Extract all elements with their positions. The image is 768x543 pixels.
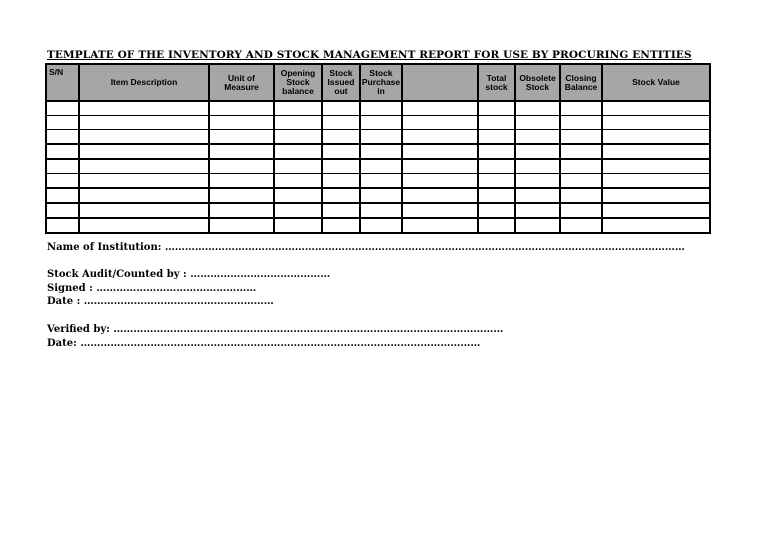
table-cell[interactable] [560,130,602,145]
table-cell[interactable] [602,188,710,203]
inventory-table [45,63,711,234]
table-cell[interactable] [478,101,515,116]
table-cell[interactable] [46,218,79,233]
table-cell[interactable] [46,101,79,116]
table-cell[interactable] [360,130,402,145]
table-cell[interactable] [274,218,322,233]
table-cell[interactable] [402,116,478,130]
col-header-opening-stock: Opening Stock balance [274,64,322,101]
table-cell[interactable] [322,116,360,130]
table-row [46,130,710,145]
col-header-sn: S/N [46,64,79,101]
table-cell[interactable] [515,203,560,218]
col-header-blank [402,64,478,101]
table-cell[interactable] [209,159,274,174]
table-cell[interactable] [209,144,274,159]
table-cell[interactable] [274,144,322,159]
table-cell[interactable] [560,101,602,116]
table-cell[interactable] [360,218,402,233]
table-cell[interactable] [402,218,478,233]
table-cell[interactable] [402,159,478,174]
table-cell[interactable] [46,144,79,159]
table-row [46,203,710,218]
table-row [46,188,710,203]
verified-label: Verified by: [47,324,110,335]
table-cell[interactable] [274,101,322,116]
table-cell[interactable] [322,188,360,203]
table-cell[interactable] [79,159,209,174]
col-header-obsolete-stock: Obsolete Stock [515,64,560,101]
table-cell[interactable] [402,203,478,218]
table-cell[interactable] [602,218,710,233]
table-cell[interactable] [478,130,515,145]
table-cell[interactable] [478,188,515,203]
verified-field [47,324,503,335]
table-cell[interactable] [46,203,79,218]
audit-label: Stock Audit/Counted by : [47,269,187,280]
table-row [46,218,710,233]
table-cell[interactable] [560,144,602,159]
table-cell[interactable] [322,174,360,189]
table-cell[interactable] [360,116,402,130]
table-row [46,159,710,174]
table-cell[interactable] [560,203,602,218]
table-cell[interactable] [515,174,560,189]
table-cell[interactable] [274,188,322,203]
table-cell[interactable] [402,101,478,116]
table-cell[interactable] [602,203,710,218]
table-cell[interactable] [322,130,360,145]
table-cell[interactable] [478,144,515,159]
date-field [47,296,274,307]
table-cell[interactable] [209,188,274,203]
verified-date-field [47,338,480,349]
table-row [46,101,710,116]
col-header-stock-value: Stock Value [602,64,710,101]
table-cell[interactable] [79,218,209,233]
col-header-stock-purchase: Stock Purchase in [360,64,402,101]
table-cell[interactable] [478,116,515,130]
table-cell[interactable] [79,188,209,203]
institution-blank: ………………………………………………………………………………………………………………………………………… [164,242,685,253]
table-cell[interactable] [79,116,209,130]
table-cell[interactable] [478,203,515,218]
table-cell[interactable] [209,203,274,218]
table-cell[interactable] [360,144,402,159]
table-cell[interactable] [79,144,209,159]
col-header-total-stock: Total stock [478,64,515,101]
audit-field [47,269,330,280]
table-cell[interactable] [515,144,560,159]
table-cell[interactable] [560,159,602,174]
table-cell[interactable] [478,218,515,233]
table-cell[interactable] [602,101,710,116]
table-cell[interactable] [79,101,209,116]
table-cell[interactable] [322,144,360,159]
institution-field [47,242,685,253]
table-cell[interactable] [46,130,79,145]
table-cell[interactable] [602,174,710,189]
col-header-item-description: Item Description [79,64,209,101]
table-cell[interactable] [274,116,322,130]
date-blank: ………………………………………………… [83,296,274,307]
col-header-unit-of-measure: Unit of Measure [209,64,274,101]
col-header-stock-issued: Stock Issued out [322,64,360,101]
audit-blank: …………………………………… [190,269,331,280]
table-row [46,144,710,159]
table-cell[interactable] [602,144,710,159]
col-header-closing-balance: Closing Balance [560,64,602,101]
table-cell[interactable] [209,101,274,116]
table-cell[interactable] [560,188,602,203]
table-cell[interactable] [274,174,322,189]
table-cell[interactable] [515,101,560,116]
table-cell[interactable] [515,130,560,145]
table-cell[interactable] [360,101,402,116]
table-cell[interactable] [402,144,478,159]
table-cell[interactable] [322,159,360,174]
table-cell[interactable] [274,130,322,145]
signed-label: Signed : [47,283,93,294]
table-cell[interactable] [560,174,602,189]
table-cell[interactable] [515,188,560,203]
table-cell[interactable] [478,174,515,189]
table-cell[interactable] [560,116,602,130]
table-cell[interactable] [402,130,478,145]
table-row [46,174,710,189]
table-cell[interactable] [322,218,360,233]
table-cell[interactable] [402,174,478,189]
verified-date-label: Date: [47,338,77,349]
table-cell[interactable] [46,174,79,189]
table-header-row [46,64,710,101]
table-cell[interactable] [360,174,402,189]
table-cell[interactable] [402,188,478,203]
table-cell[interactable] [602,130,710,145]
table-cell[interactable] [209,130,274,145]
table-cell[interactable] [560,218,602,233]
verified-blank: ……………………………………………………………………………………………………… [113,324,504,335]
report-title: TEMPLATE OF THE INVENTORY AND STOCK MANAGEMENT REPORT FOR USE BY PROCURING ENTITIES [47,49,692,61]
signed-blank: ………………………………………… [96,283,257,294]
table-cell[interactable] [79,203,209,218]
table-cell[interactable] [322,203,360,218]
table-cell[interactable] [478,159,515,174]
table-cell[interactable] [602,116,710,130]
table-cell[interactable] [79,174,209,189]
table-cell[interactable] [360,159,402,174]
table-cell[interactable] [360,188,402,203]
table-cell[interactable] [274,159,322,174]
table-cell[interactable] [209,218,274,233]
table-row [46,116,710,130]
verified-date-blank: ………………………………………………………………………………………………………… [80,338,481,349]
table-cell[interactable] [209,116,274,130]
table-cell[interactable] [209,174,274,189]
table-cell[interactable] [46,116,79,130]
table-cell[interactable] [602,159,710,174]
table-cell[interactable] [79,130,209,145]
date-label: Date : [47,296,81,307]
table-cell[interactable] [515,159,560,174]
table-cell[interactable] [46,159,79,174]
table-cell[interactable] [274,203,322,218]
table-cell[interactable] [515,218,560,233]
table-cell[interactable] [322,101,360,116]
signed-field [47,283,256,294]
institution-label: Name of Institution: [47,242,162,253]
table-cell[interactable] [360,203,402,218]
table-cell[interactable] [515,116,560,130]
table-cell[interactable] [46,188,79,203]
